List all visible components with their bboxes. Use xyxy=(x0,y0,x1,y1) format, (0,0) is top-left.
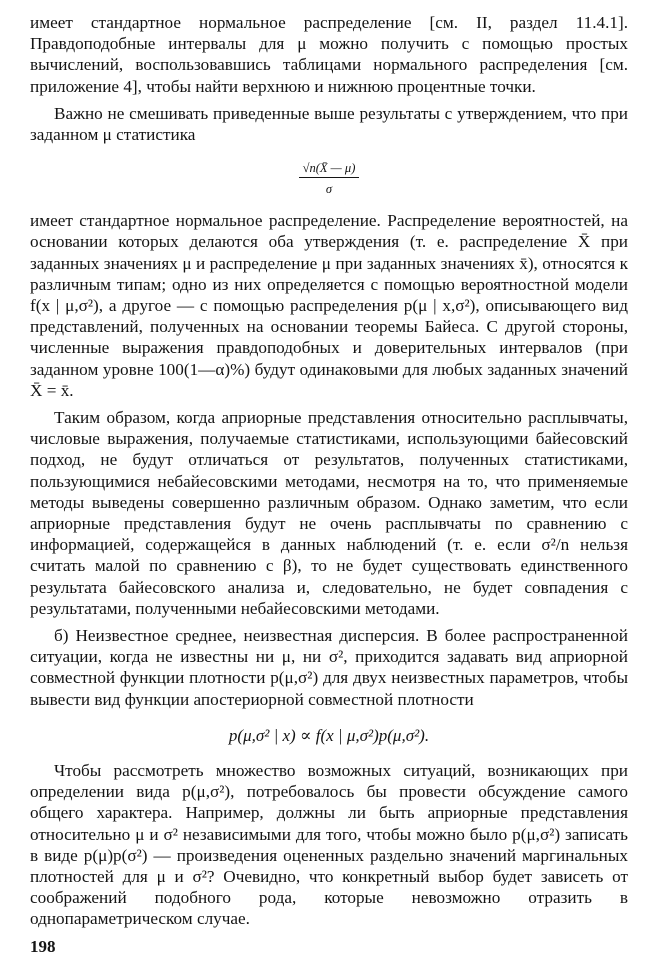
paragraph-4: Таким образом, когда априорные представления относительно расплывчаты, числовые выражения, получаемые статистиками, использующими байесовский подход, не будут отличаться от результатов, полученных статистиками, пользующимися небайесовскими методами, несмотря на то, что применяемые методы выведены совершенно различным образом. Однако заметим, что если априорные представления будут не очень расплывчаты по сравнению с информацией, содержащейся в данных наблюдений (т. е. если σ²/n нельзя считать малой по сравнению с β), то не будет существовать единственного результата байесовского анализа и, следовательно, не будет совпадения с результатами, полученными небайесовскими методами. xyxy=(30,408,628,618)
page-number: 198 xyxy=(30,937,56,956)
posterior-formula: p(μ,σ² | x) ∝ f(x | μ,σ²)p(μ,σ²). xyxy=(228,725,430,745)
fraction-denominator: σ xyxy=(325,182,333,197)
statistic-formula xyxy=(30,145,628,210)
paragraph-2: Важно не смешивать приведенные выше результаты с утверждением, что при заданном μ статистика xyxy=(30,103,628,145)
paragraph-3: имеет стандартное нормальное распределение. Распределение вероятностей, на основании которых делаются оба утверждения (т. е. распределение X̄ при заданных значениях μ и распределение μ при заданных значениях x̄), относятся к различным типам; одно из них определяется с помощью вероятностной модели f(x | μ,σ²), а другое — с помощью распределения p(μ | x,σ²), описывающего вид представлений, полученных на основании теоремы Байеса. С другой стороны, численные выражения правдоподобных и доверительных интервалов (при заданном уровне 100(1—α)%) будут одинаковыми для любых заданных значений X̄ = x̄. xyxy=(30,211,628,400)
fraction-numerator: √n(X̄ — μ) xyxy=(299,161,360,178)
paragraph-6: Чтобы рассмотреть множество возможных ситуаций, возникающих при определении вида p(μ,σ²), потребовалось бы провести обсуждение самого общего характера. Например, должны ли быть априорные представления относительно μ и σ² независимыми для того, чтобы можно было p(μ,σ²) записать в виде p(μ)p(σ²) — произведения оцененных раздельно значений маргинальных плотностей для μ и σ²? Очевидно, что конкретный выбор будет зависеть от соображений подобного рода, которые невозможно отразить в однопараметрическом случае. xyxy=(30,760,628,929)
paragraph-1: имеет стандартное нормальное распределение [см. II, раздел 11.4.1]. Правдоподобные интервалы для μ можно получить с помощью простых вычислений, воспользовавшись таблицами нормального распределения [см. приложение 4], чтобы найти верхнюю и нижнюю процентные точки. xyxy=(30,13,628,96)
paragraph-5: б) Неизвестное среднее, неизвестная дисперсия. В более распространенной ситуации, когда не известны ни μ, ни σ², приходится задавать вид априорной совместной функции плотности p(μ,σ²) для двух неизвестных параметров, чтобы вывести вид функции апостериорной совместной плотности xyxy=(30,626,628,709)
fraction xyxy=(299,161,360,196)
